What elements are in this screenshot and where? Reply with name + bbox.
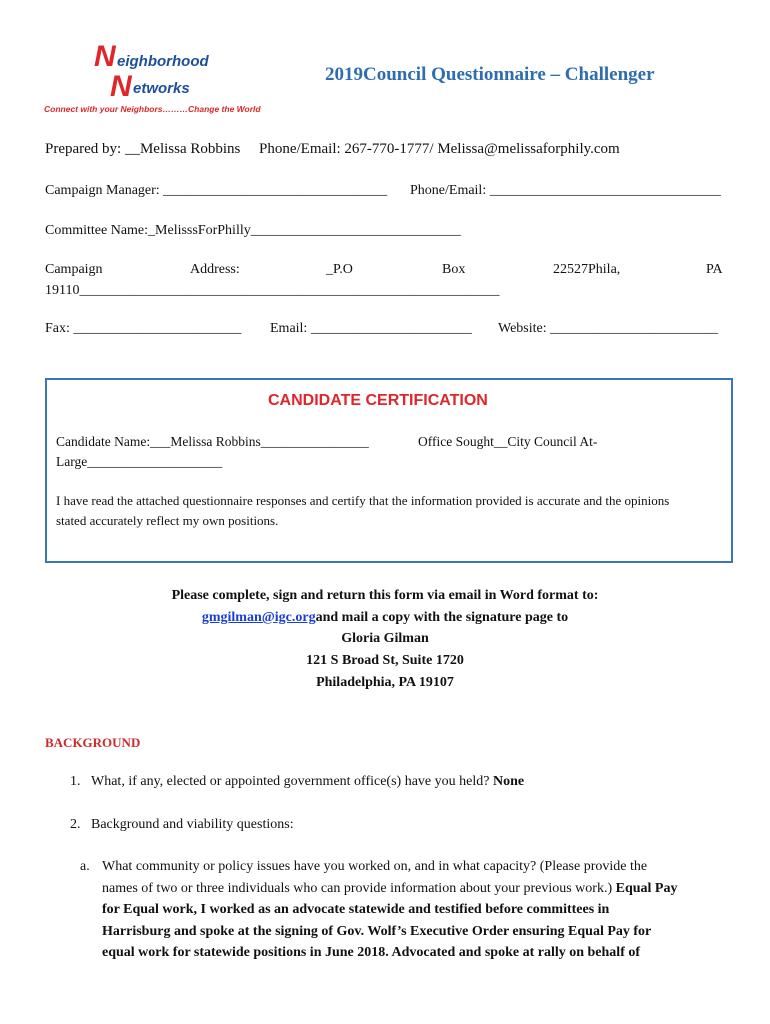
address-word-campaign: Campaign xyxy=(45,262,103,277)
address-word-box: Box xyxy=(442,262,466,277)
address-word-po: _P.O xyxy=(326,262,353,277)
question-2a-answer-line4: Harrisburg and spoke at the signing of Gov. Wolf’s Executive Order ensuring Equal Pay for xyxy=(102,924,652,939)
logo-word-neighborhood: eighborhood xyxy=(117,53,209,70)
certification-statement-line2: stated accurately reflect my own positions. xyxy=(56,513,279,528)
campaign-manager-field: Campaign Manager: ________________________________ xyxy=(45,183,388,198)
question-1 xyxy=(91,774,524,790)
certification-title: CANDIDATE CERTIFICATION xyxy=(268,392,488,409)
fax-field: Fax: ________________________ xyxy=(45,321,242,336)
manager-phone-email-field: Phone/Email: _________________________________ xyxy=(410,183,721,198)
mail-city: Philadelphia, PA 19107 xyxy=(316,675,454,690)
question-1-number: 1. xyxy=(70,774,81,789)
question-2a-line2-text: names of two or three individuals who can provide information about your previous work.) xyxy=(102,881,616,896)
question-1-answer: None xyxy=(492,774,525,789)
question-2a-line1: What community or policy issues have you worked on, and in what capacity? (Please provide the xyxy=(102,859,648,874)
question-2a-letter: a. xyxy=(80,859,90,874)
question-2a-answer-line5: equal work for statewide positions in June 2018. Advocated and spoke at rally on behalf of xyxy=(102,945,641,960)
email-field: Email: _______________________ xyxy=(270,321,472,336)
candidate-name-field: Candidate Name:___Melissa Robbins________________ xyxy=(56,434,369,449)
prepared-by: Prepared by: __Melissa Robbins xyxy=(45,141,241,157)
logo-word-networks: etworks xyxy=(133,80,190,97)
question-2-text: Background and viability questions: xyxy=(91,817,294,832)
page-title: 2019Council Questionnaire – Challenger xyxy=(325,64,655,85)
instructions-line2-rest: and mail a copy with the signature page to xyxy=(315,610,569,625)
logo-letter-n-2: N xyxy=(110,70,132,103)
address-word-state: PA xyxy=(706,262,723,277)
office-sought-continued: Large____________________ xyxy=(56,454,223,469)
instructions-line2 xyxy=(0,610,770,626)
address-word-number: 22527Phila, xyxy=(553,262,621,277)
question-2a-answer-start: Equal Pay xyxy=(615,881,678,896)
website-field: Website: ________________________ xyxy=(498,321,719,336)
question-2-number: 2. xyxy=(70,817,81,832)
question-2a-answer-line3: for Equal work, I worked as an advocate statewide and testified before committees in xyxy=(102,902,610,917)
mail-recipient-name: Gloria Gilman xyxy=(341,631,429,646)
address-word-address: Address: xyxy=(190,262,240,277)
logo-tagline: Connect with your Neighbors………Change the World xyxy=(44,104,261,114)
phone-email-primary: Phone/Email: 267-770-1777/ Melissa@melissaforphily.com xyxy=(259,141,620,157)
mail-street: 121 S Broad St, Suite 1720 xyxy=(306,653,464,668)
background-heading: BACKGROUND xyxy=(45,735,141,750)
submission-email-link[interactable]: gmgilman@igc.org xyxy=(201,610,316,625)
certification-statement-line1: I have read the attached questionnaire responses and certify that the information provided is accurate and the opinions xyxy=(56,493,670,508)
committee-name-field: Committee Name:_MelisssForPhilly______________________________ xyxy=(45,223,461,238)
question-2a-line2 xyxy=(102,881,677,897)
office-sought-field: Office Sought__City Council At- xyxy=(418,434,598,449)
logo-letter-n: N xyxy=(94,40,116,73)
address-zip: 19110____________________________________________________________ xyxy=(45,283,500,298)
question-1-text: What, if any, elected or appointed government office(s) have you held? xyxy=(91,774,493,789)
instructions-line1: Please complete, sign and return this form via email in Word format to: xyxy=(171,588,599,603)
